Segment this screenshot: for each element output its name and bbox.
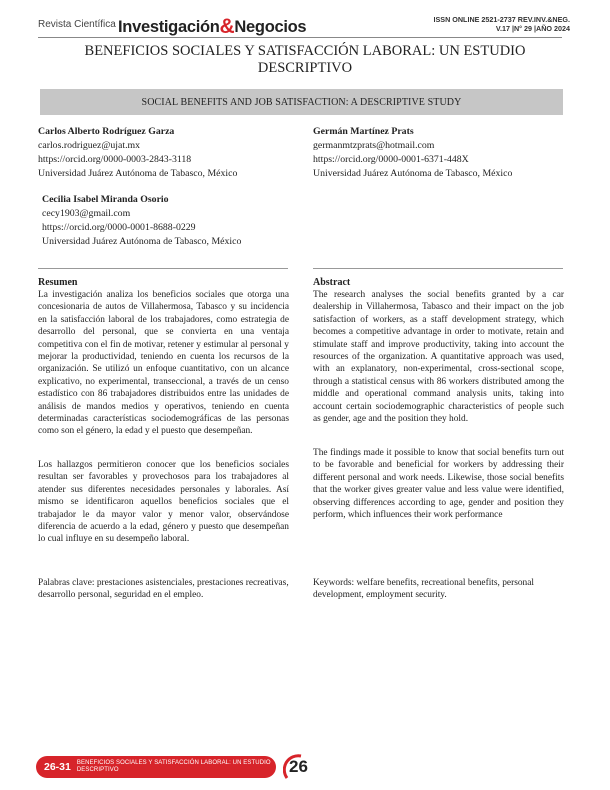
header-rule	[38, 37, 562, 38]
author-email[interactable]: carlos.rodriguez@ujat.mx	[38, 140, 141, 151]
issn-line: ISSN ONLINE 2521-2737 REV.INV.&NEG.	[433, 15, 570, 24]
resumen-keywords: Palabras clave: prestaciones asistenciales, prestaciones recreativas, desarrollo personal, seguridad en el empleo.	[38, 578, 289, 601]
journal-name-part-a: Investigación	[118, 18, 220, 36]
author-affiliation: Universidad Juárez Autónoma de Tabasco, México	[313, 168, 513, 179]
author-orcid[interactable]: https://orcid.org/0000-0003-2843-3118	[38, 154, 192, 165]
article-title-es: BENEFICIOS SOCIALES Y SATISFACCIÓN LABORAL: UN ESTUDIO DESCRIPTIVO	[84, 43, 526, 76]
author-name: Germán Martínez Prats	[313, 126, 414, 137]
resumen-paragraph-1: La investigación analiza los beneficios sociales que otorga una concesionaria de autos de Villahermosa, Tabasco y su incidencia en la satisfacción laboral de los trabajadores, como estrategia de desarrollo del personal, que se convierta en una ventaja competitiva con el fin de motivar, retener y estimular al personal y mejorar la productividad, teniendo en cuenta los recursos de la organización. Se utilizó un enfoque cuantitativo, con un alcance explicativo, no experimental, transeccional, a través de un censo estadístico con 86 trabajadores distribuidos entre las unidades de análisis de mandos medios y operativos, teniendo en cuenta determinadas características sociodemográficas de las personas como son el género, la edad y el puesto que desempeñan.	[38, 290, 289, 437]
resumen-paragraph-2: Los hallazgos permitieron conocer que los beneficios sociales resultan ser favorables y provechosos para los trabajadores al atender sus diferentes necesidades personales y laborales. Así mismo se identificaron aquellos beneficios sociales que el trabajador le da mayor valor y menor valor, observándose diferencia de acuerdo a la edad, género y puesto que desempeñan lo cual influye en su desempeño laboral.	[38, 460, 289, 545]
abstract-heading: Abstract	[313, 277, 351, 288]
author-affiliation: Universidad Juárez Autónoma de Tabasco, México	[42, 236, 242, 247]
article-title-en: SOCIAL BENEFITS AND JOB SATISFACTION: A DESCRIPTIVE STUDY	[141, 96, 462, 108]
abstract-divider	[313, 268, 563, 269]
author-name: Carlos Alberto Rodríguez Garza	[38, 126, 175, 137]
author-email[interactable]: cecy1903@gmail.com	[42, 208, 131, 219]
author-affiliation: Universidad Juárez Autónoma de Tabasco, México	[38, 168, 238, 179]
footer-running-title-pill	[36, 756, 276, 778]
abstract-paragraph-1: The research analyses the social benefits granted by a car dealership in Villahermosa, Tabasco and their impact on the job satisfaction of workers, as a staff development strategy, which becomes a competitive advantage in order to motivate, retain and stimulate staff and improve productivity, taking into account the resources of the organization. A quantitative approach was used, with an explanatory, non-experimental, cross-sectional scope, through a statistical census with 86 workers distributed among the middle and operational command analysis units, taking into account certain sociodemographic characteristics of people such as gender, age and the position they hold.	[313, 290, 564, 425]
resumen-heading: Resumen	[38, 277, 78, 288]
author-block-3	[42, 193, 302, 249]
author-name: Cecilia Isabel Miranda Osorio	[42, 194, 169, 205]
journal-ampersand: &	[219, 15, 235, 38]
journal-name-part-b: Negocios	[234, 18, 307, 36]
author-orcid[interactable]: https://orcid.org/0000-0001-6371-448X	[313, 154, 469, 165]
author-block-2	[313, 125, 573, 181]
resumen-divider	[38, 268, 288, 269]
issn-block	[434, 16, 571, 33]
page-number: 26	[289, 757, 308, 776]
volume-line: V.17 |N° 29 |AÑO 2024	[495, 23, 570, 33]
author-block-1	[38, 125, 298, 181]
author-email[interactable]: germanmtzprats@hotmail.com	[313, 140, 435, 151]
abstract-keywords: Keywords: welfare benefits, recreational benefits, personal development, employment security.	[313, 578, 534, 601]
article-title-en-band	[40, 89, 563, 115]
journal-name	[118, 14, 306, 38]
journal-prefix: Revista Científica	[38, 19, 116, 30]
footer-running-title: BENEFICIOS SOCIALES Y SATISFACCIÓN LABORAL: UN ESTUDIO DESCRIPTIVO	[76, 760, 271, 773]
author-orcid[interactable]: https://orcid.org/0000-0001-8688-0229	[42, 222, 196, 233]
footer-page-range: 26-31	[44, 761, 71, 773]
journal-header	[38, 14, 578, 36]
abstract-paragraph-2: The findings made it possible to know that social benefits turn out to be favorable and beneficial for workers by addressing their different personal and work needs. Likewise, those social benefits that the worker gives greater value and less value were identified, observing differences according to age, gender and position they perform, which influences their work performance	[313, 448, 564, 521]
